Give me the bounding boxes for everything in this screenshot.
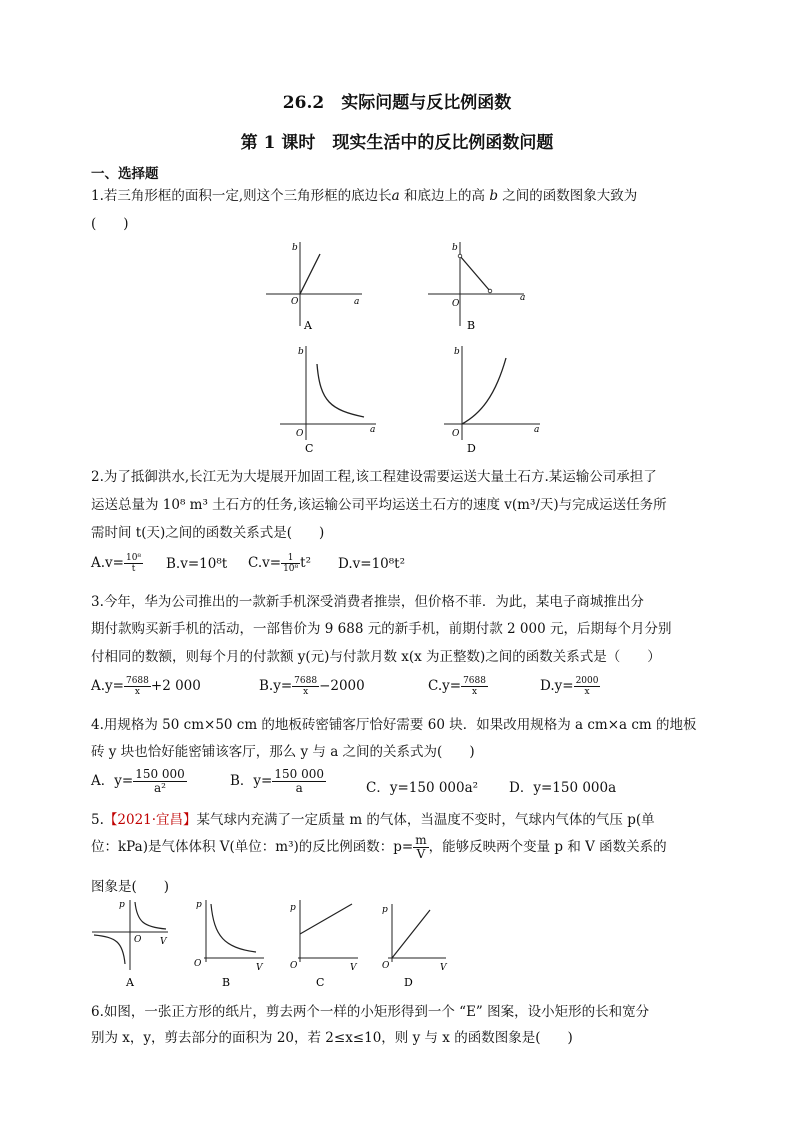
q2-option-c[interactable]: C.v= $\frac{1}{\text{10⁸}}$ t²: [248, 553, 311, 574]
q1-graph-a: [262, 238, 372, 333]
q1c-axis-x: a: [370, 425, 376, 435]
q5b-axis-x: V: [256, 963, 263, 973]
q3-stem-line3: 付相同的数额，则每个月的付款额 y(元)与付款月数 x(x 为正整数)之间的函数关系式是（ ）: [91, 649, 661, 665]
q2-option-d[interactable]: D.v=10⁸t²: [338, 556, 405, 572]
q5b-origin: O: [194, 959, 202, 969]
q3-stem-line1: 3.今年，华为公司推出的一款新手机深受消费者推崇，但价格不菲．为此，某电子商城推出分: [91, 594, 644, 610]
q1-graph-c: [276, 342, 381, 454]
q5d-origin: O: [382, 961, 390, 971]
q1b-origin: O: [452, 299, 460, 309]
source-tag: 【2021·宜昌】: [103, 812, 197, 828]
q1a-origin: O: [291, 297, 299, 307]
q2-option-a[interactable]: A.v= $\frac{\text{10⁸}}{t}$: [91, 553, 142, 574]
q6-stem-line1: 6.如图，一张正方形的纸片，剪去两个一样的小矩形得到一个 “E” 图案，设小矩形的长和宽分: [91, 1004, 650, 1020]
q1c-axis-y: b: [298, 347, 304, 357]
q5a-origin: O: [134, 935, 142, 945]
q5a-label: A: [126, 976, 134, 989]
q2-option-b[interactable]: B.v=10⁸t: [166, 556, 228, 572]
q2-stem-line2: 运送总量为 10⁸ m³ 土石方的任务,该运输公司平均运送土石方的速度 v(m³/天)与完成运送任务所: [91, 497, 667, 513]
q6-stem-line2: 别为 x，y，剪去部分的面积为 20，若 2≤x≤10，则 y 与 x 的函数图象是( ): [91, 1030, 573, 1046]
q4-stem-line1: 4.用规格为 50 cm×50 cm 的地板砖密铺客厅恰好需要 60 块．如果改用规格为 a cm×a cm 的地板: [91, 717, 697, 733]
lesson-title: 第 1 课时 现实生活中的反比例函数问题: [240, 133, 554, 153]
q1a-axis-x: a: [354, 297, 360, 307]
q5-stem-line1: 5.【2021·宜昌】某气球内充满了一定质量 m 的气体，当温度不变时，气球内气体的气压 p(单: [91, 812, 655, 828]
q1-stem: 1.若三角形框的面积一定,则这个三角形框的底边长a 和底边上的高 b 之间的函数图象大致为: [91, 188, 638, 204]
q1a-axis-y: b: [292, 243, 298, 253]
q4-stem-line2: 砖 y 块也恰好能密铺该客厅，那么 y 与 a 之间的关系式为( ): [91, 744, 475, 760]
q3-option-c[interactable]: C.y= $\frac{7688}{x}$: [428, 676, 486, 697]
q2-stem-line1: 2.为了抵御洪水,长江无为大堤展开加固工程,该工程建设需要运送大量土石方.某运输公司承担了: [91, 469, 657, 485]
q5b-label: B: [222, 976, 231, 989]
q1c-label: C: [305, 442, 314, 454]
q1b-axis-y: b: [452, 243, 458, 253]
q1d-label: D: [467, 442, 476, 454]
q5d-axis-y: p: [382, 905, 388, 915]
q5c-label: C: [316, 976, 325, 989]
q1-answer-paren: ( ): [91, 216, 129, 232]
q4-option-d[interactable]: D．y=150 000a: [509, 780, 617, 796]
q5-graph-b: [188, 896, 270, 992]
q4-option-c[interactable]: C．y=150 000a²: [366, 780, 479, 796]
q5-graph-c: [284, 896, 366, 992]
q1d-axis-y: b: [454, 347, 460, 357]
q1-graph-d: [440, 342, 545, 454]
q5d-label: D: [404, 976, 413, 989]
q1a-label: A: [304, 319, 312, 332]
q5b-axis-y: p: [196, 900, 202, 910]
part-heading: 一、选择题: [91, 166, 159, 182]
q1b-label: B: [467, 319, 476, 332]
q1d-axis-x: a: [534, 425, 540, 435]
q3-option-a[interactable]: A.y= $\frac{7688}{x}$ +2 000: [91, 676, 201, 697]
q1b-axis-x: a: [520, 293, 526, 303]
q3-option-b[interactable]: B.y= $\frac{7688}{x}$ −2000: [259, 676, 365, 697]
q5c-axis-y: p: [290, 903, 296, 913]
q2-stem-line3: 需时间 t(天)之间的函数关系式是( ): [91, 525, 325, 541]
q1c-origin: O: [296, 429, 304, 439]
q5c-origin: O: [290, 961, 298, 971]
q5c-axis-x: V: [350, 963, 357, 973]
q5-graph-d: [374, 896, 456, 992]
q1-graph-b: [424, 238, 534, 333]
q5-stem-line2: 位：kPa)是气体体积 V(单位：m³)的反比例函数：p= $\frac{m}{V}$ ，能够反映两个变量 p 和 V 函数关系的: [91, 833, 667, 861]
q4-option-b[interactable]: B．y= $\frac{150 000}{a}$: [230, 767, 324, 795]
q5a-axis-y: p: [119, 900, 125, 910]
q4-option-a[interactable]: A．y= $\frac{150 000}{\text{a²}}$: [91, 767, 185, 795]
q3-stem-line2: 期付款购买新手机的活动，一部售价为 9 688 元的新手机，前期付款 2 000 元，后期每个月分别: [91, 621, 672, 637]
q5-stem-line3: 图象是( ): [91, 879, 170, 895]
q5d-axis-x: V: [440, 963, 447, 973]
q3-option-d[interactable]: D.y= $\frac{2000}{x}$: [540, 676, 599, 697]
q5-graph-a: [88, 896, 176, 992]
q5a-axis-x: V: [160, 937, 167, 947]
q1d-origin: O: [452, 429, 460, 439]
section-title: 26.2 实际问题与反比例函数: [282, 93, 512, 113]
